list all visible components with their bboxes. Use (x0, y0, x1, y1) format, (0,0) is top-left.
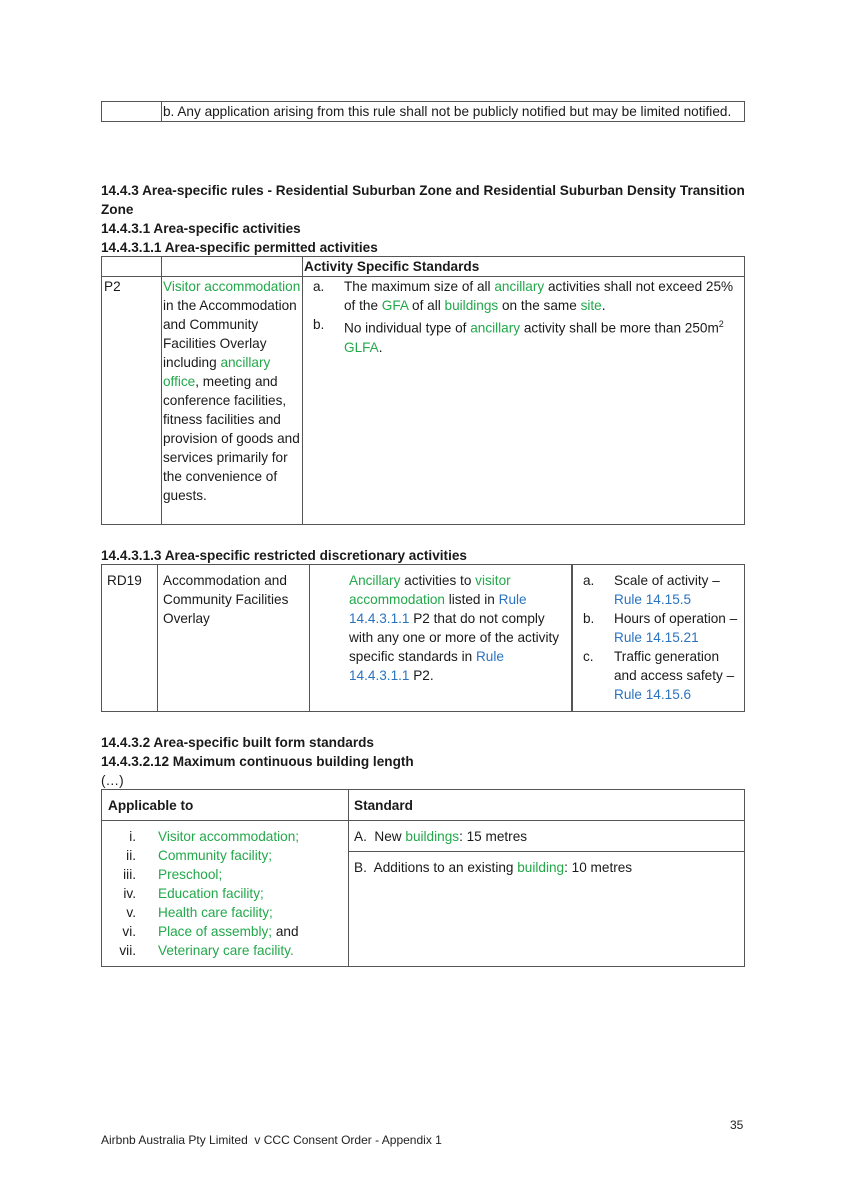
top-table-text: b. Any application arising from this rule shall not be publicly notified but may be limited notified. (163, 104, 732, 119)
restricted-discretionary-table (101, 564, 745, 712)
list-item: b. Hours of operation – Rule 14.15.21 (583, 611, 738, 645)
activity-description: Ancillary activities to visitor accommodation listed in Rule 14.4.3.1.1 P2 that do not comply with any one or more of the activity specific standards in Rule 14.4.3.1.1 P2. (310, 565, 573, 712)
applicable-list (102, 821, 349, 967)
list-item: b. No individual type of ancillary activity shall be more than $250m^2$ GLFA. (313, 317, 724, 355)
page-number: 35 (730, 1118, 744, 1132)
top-table-text-cell (162, 102, 745, 122)
header-standard: Standard (349, 790, 745, 821)
list-item: v. Health care facility; (126, 905, 273, 920)
heading-14-4-3-1-3: 14.4.3.1.3 Area-specific restricted discretionary activities (101, 548, 467, 563)
list-item: vii. Veterinary care facility. (119, 943, 294, 958)
standard-a: A. New buildings: 15 metres (349, 821, 745, 852)
table-row (102, 821, 745, 852)
standard-b: B. Additions to an existing building: 10 metres (349, 852, 745, 967)
heading-14-4-3-1-1: 14.4.3.1.1 Area-specific permitted activities (101, 240, 378, 255)
matters-of-discretion (572, 565, 745, 712)
footer-text: Airbnb Australia Pty Limited v CCC Consent Order - Appendix 1 (101, 1133, 442, 1147)
table-header-row (102, 257, 745, 277)
list-item: a. Scale of activity – Rule 14.15.5 (583, 573, 720, 607)
heading-14-4-3-2-12: 14.4.3.2.12 Maximum continuous building length (101, 754, 414, 769)
rule-code: RD19 (102, 565, 158, 712)
list-item: ii. Community facility; (126, 848, 273, 863)
permitted-activities-table (101, 256, 745, 525)
list-item: a. The maximum size of all ancillary activities shall not exceed 25% of the GFA of all buildings on the same site. (313, 279, 734, 313)
list-item: c. Traffic generation and access safety – Rule 14.15.6 (583, 649, 735, 702)
ellipsis: (…) (101, 773, 124, 788)
header-empty-1 (102, 257, 162, 277)
top-table (101, 101, 745, 122)
table-row (102, 565, 745, 712)
heading-14-4-3-2: 14.4.3.2 Area-specific built form standards (101, 735, 374, 750)
table-header-row (102, 790, 745, 821)
heading-14-4-3-1: 14.4.3.1 Area-specific activities (101, 221, 301, 236)
top-table-empty-cell (102, 102, 162, 122)
rule-code: P2 (102, 277, 162, 525)
activity-standards-list (303, 277, 745, 525)
header-empty-2 (162, 257, 303, 277)
list-item: vi. Place of assembly; and (122, 924, 299, 939)
header-activity-standards: Activity Specific Standards (303, 257, 745, 277)
list-item: i. Visitor accommodation; (129, 829, 300, 844)
header-applicable-to: Applicable to (102, 790, 349, 821)
activity-description: Visitor accommodation in the Accommodation and Community Facilities Overlay including ancillary office, meeting and conference facilities, fitness facilities and provision of goods and services primarily for the convenience of guests. (162, 277, 303, 525)
list-item: iv. Education facility; (123, 886, 264, 901)
list-item: iii. Preschool; (123, 867, 223, 882)
table-row (102, 277, 745, 525)
heading-14-4-3: 14.4.3 Area-specific rules - Residential Suburban Zone and Residential Suburban Density Transition Zone (101, 183, 745, 217)
area-description: Accommodation and Community Facilities Overlay (158, 565, 310, 712)
building-length-table (101, 789, 745, 967)
